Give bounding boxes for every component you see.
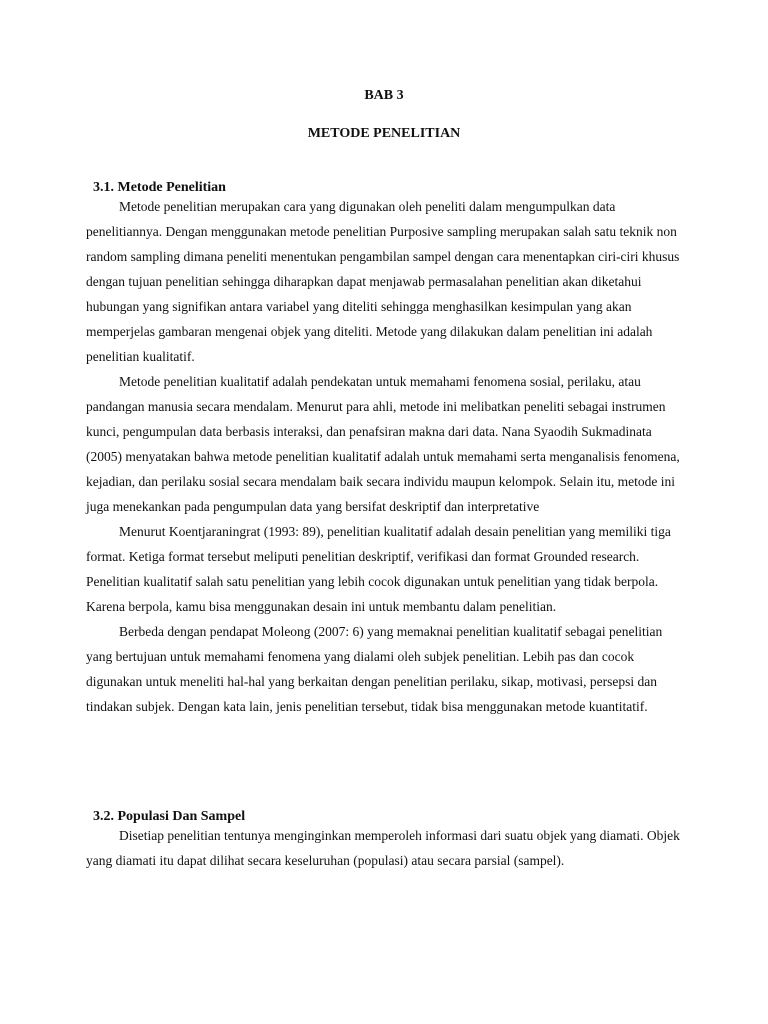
section-heading: 3.1. Metode Penelitian [93,180,226,195]
paragraph: Metode penelitian merupakan cara yang digunakan oleh peneliti dalam mengumpulkan data penelitiannya. Dengan menggunakan metode penelitian Purposive sampling merupakan salah satu teknik non random sampling dimana peneliti menentukan pengambilan sampel dengan cara menentapkan ciri-ciri khusus dengan tujuan penelitian sehingga diharapkan dapat menjawab permasalahan penelitian akan diketahui hubungan yang signifikan antara variabel yang diteliti sehingga menghasilkan kesimpulan yang akan memperjelas gambaran mengenai objek yang diteliti. Metode yang dilakukan dalam penelitian ini adalah penelitian kualitatif. [86,199,680,364]
section-heading: 3.2. Populasi Dan Sampel [93,809,246,824]
paragraph: Menurut Koentjaraningrat (1993: 89), penelitian kualitatif adalah desain penelitian yang memiliki tiga format. Ketiga format tersebut meliputi penelitian deskriptif, verifikasi dan format Grounded research. Penelitian kualitatif salah satu penelitian yang lebih cocok digunakan untuk penelitian yang tidak berpola. Karena berpola, kamu bisa menggunakan desain ini untuk membantu dalam penelitian. [86,524,671,614]
paragraph: Disetiap penelitian tentunya menginginkan memperoleh informasi dari suatu objek yang diamati. Objek yang diamati itu dapat dilihat secara keseluruhan (populasi) atau secara parsial (sampel). [86,828,680,868]
chapter-title: METODE PENELITIAN [307,126,461,141]
paragraph: Berbeda dengan pendapat Moleong (2007: 6) yang memaknai penelitian kualitatif sebagai penelitian yang bertujuan untuk memahami fenomena yang dialami oleh subjek penelitian. Lebih pas dan cocok digunakan untuk meneliti hal-hal yang berkaitan dengan penelitian perilaku, sikap, motivasi, persepsi dan tindakan subjek. Dengan kata lain, jenis penelitian tersebut, tidak bisa menggunakan metode kuantitatif. [86,624,663,714]
section-populasi-sampel [86,809,686,873]
paragraph: Metode penelitian kualitatif adalah pendekatan untuk memahami fenomena sosial, perilaku, atau pandangan manusia secara mendalam. Menurut para ahli, metode ini melibatkan peneliti sebagai instrumen kunci, pengumpulan data berbasis interaksi, dan penafsiran makna dari data. Nana Syaodih Sukmadinata (2005) menyatakan bahwa metode penelitian kualitatif adalah untuk memahami serta menganalisis fenomena, kejadian, dan perilaku sosial secara mendalam baik secara individu maupun kelompok. Selain itu, metode ini juga menekankan pada pengumpulan data yang bersifat deskriptif dan interpretative [86,374,680,514]
chapter-number: BAB 3 [364,88,404,103]
section-metode-penelitian [86,180,686,719]
